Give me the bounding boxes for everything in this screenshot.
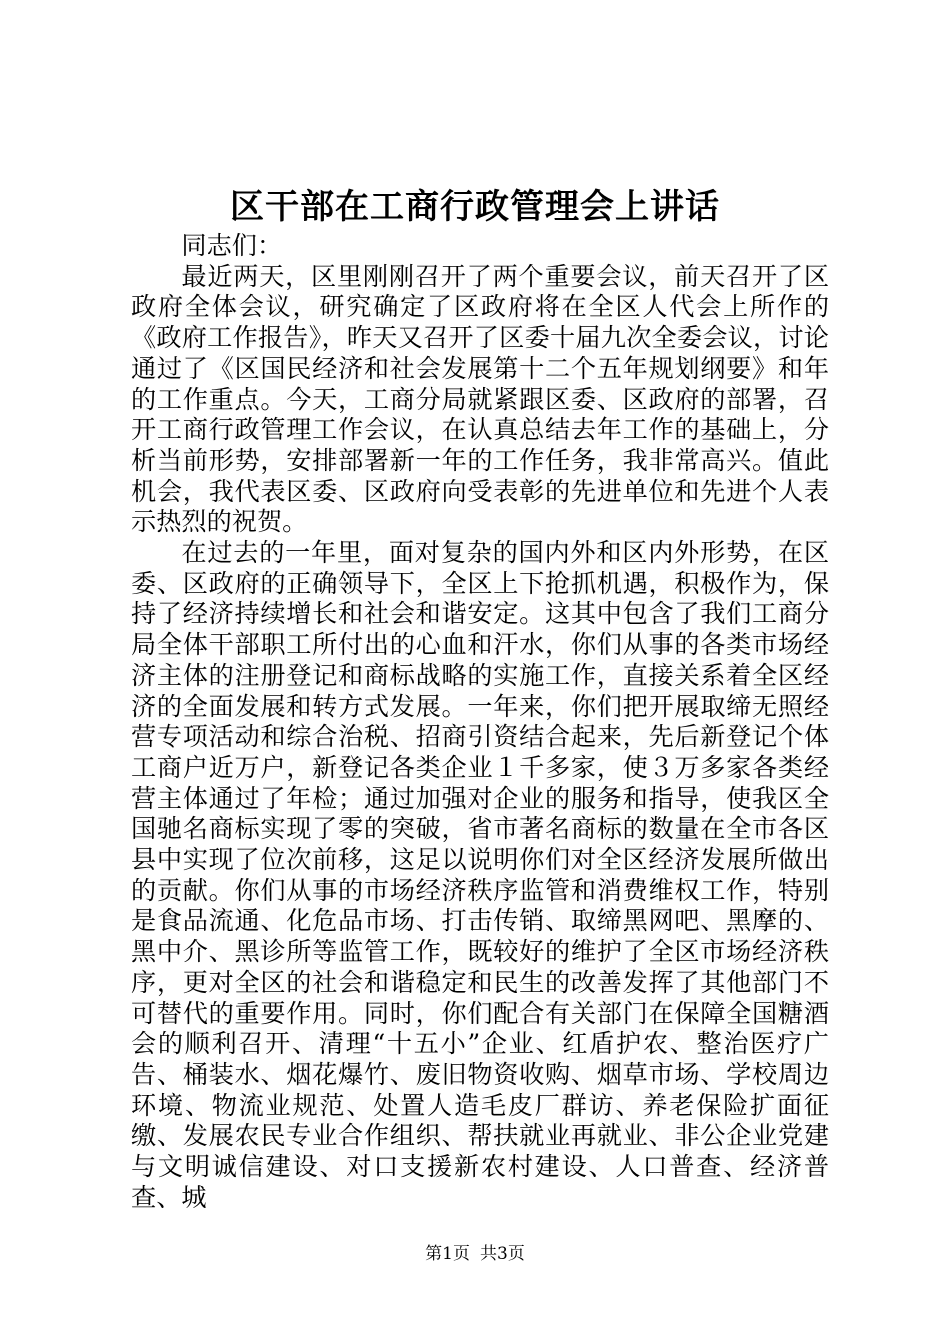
paragraph-1: 最近两天，区里刚刚召开了两个重要会议，前天召开了区政府全体会议，研究确定了区政府将在全区人代会上所作的《政府工作报告》，昨天又召开了区委十届九次全委会议，讨论通过了《区国民经济和社会发展第十二个五年规划纲要》和年的工作重点。今天，工商分局就紧跟区委、区政府的部署，召开工商行政管理工作会议，在认真总结去年工作的基础上，分析当前形势，安排部署新一年的工作任务，我非常高兴。值此机会，我代表区委、区政府向受表彰的先进单位和先进个人表示热烈的祝贺。 bbox=[131, 261, 829, 537]
page-footer bbox=[0, 1242, 950, 1266]
salutation: 同志们： bbox=[181, 231, 283, 260]
document-body bbox=[131, 231, 829, 1214]
document-title: 区干部在工商行政管理会上讲话 bbox=[230, 187, 720, 227]
page-total: 共3页 bbox=[480, 1244, 525, 1264]
page-number: 第1页 bbox=[425, 1244, 470, 1264]
paragraph-2: 在过去的一年里，面对复杂的国内外和区内外形势，在区委、区政府的正确领导下，全区上下抢抓机遇，积极作为，保持了经济持续增长和社会和谐安定。这其中包含了我们工商分局全体干部职工所付出的心血和汗水，你们从事的各类市场经济主体的注册登记和商标战略的实施工作，直接关系着全区经济的全面发展和转方式发展。一年来，你们把开展取缔无照经营专项活动和综合治税、招商引资结合起来，先后新登记个体工商户近万户，新登记各类企业１千多家，使３万多家各类经营主体通过了年检；通过加强对企业的服务和指导，使我区全国驰名商标实现了零的突破，省市著名商标的数量在全市各区县中实现了位次前移，这足以说明你们对全区经济发展所做出的贡献。你们从事的市场经济秩序监管和消费维权工作，特别是食品流通、化危品市场、打击传销、取缔黑网吧、黑摩的、黑中介、黑诊所等监管工作，既较好的维护了全区市场经济秩序，更对全区的社会和谐稳定和民生的改善发挥了其他部门不可替代的重要作用。同时，你们配合有关部门在保障全国糖酒会的顺利召开、清理“十五小”企业、红盾护农、整治医疗广告、桶装水、烟花爆竹、废旧物资收购、烟草市场、学校周边环境、物流业规范、处置人造毛皮厂群访、养老保险扩面征缴、发展农民专业合作组织、帮扶就业再就业、非公企业党建与文明诚信建设、对口支援新农村建设、人口普查、经济普查、城 bbox=[131, 538, 829, 1212]
